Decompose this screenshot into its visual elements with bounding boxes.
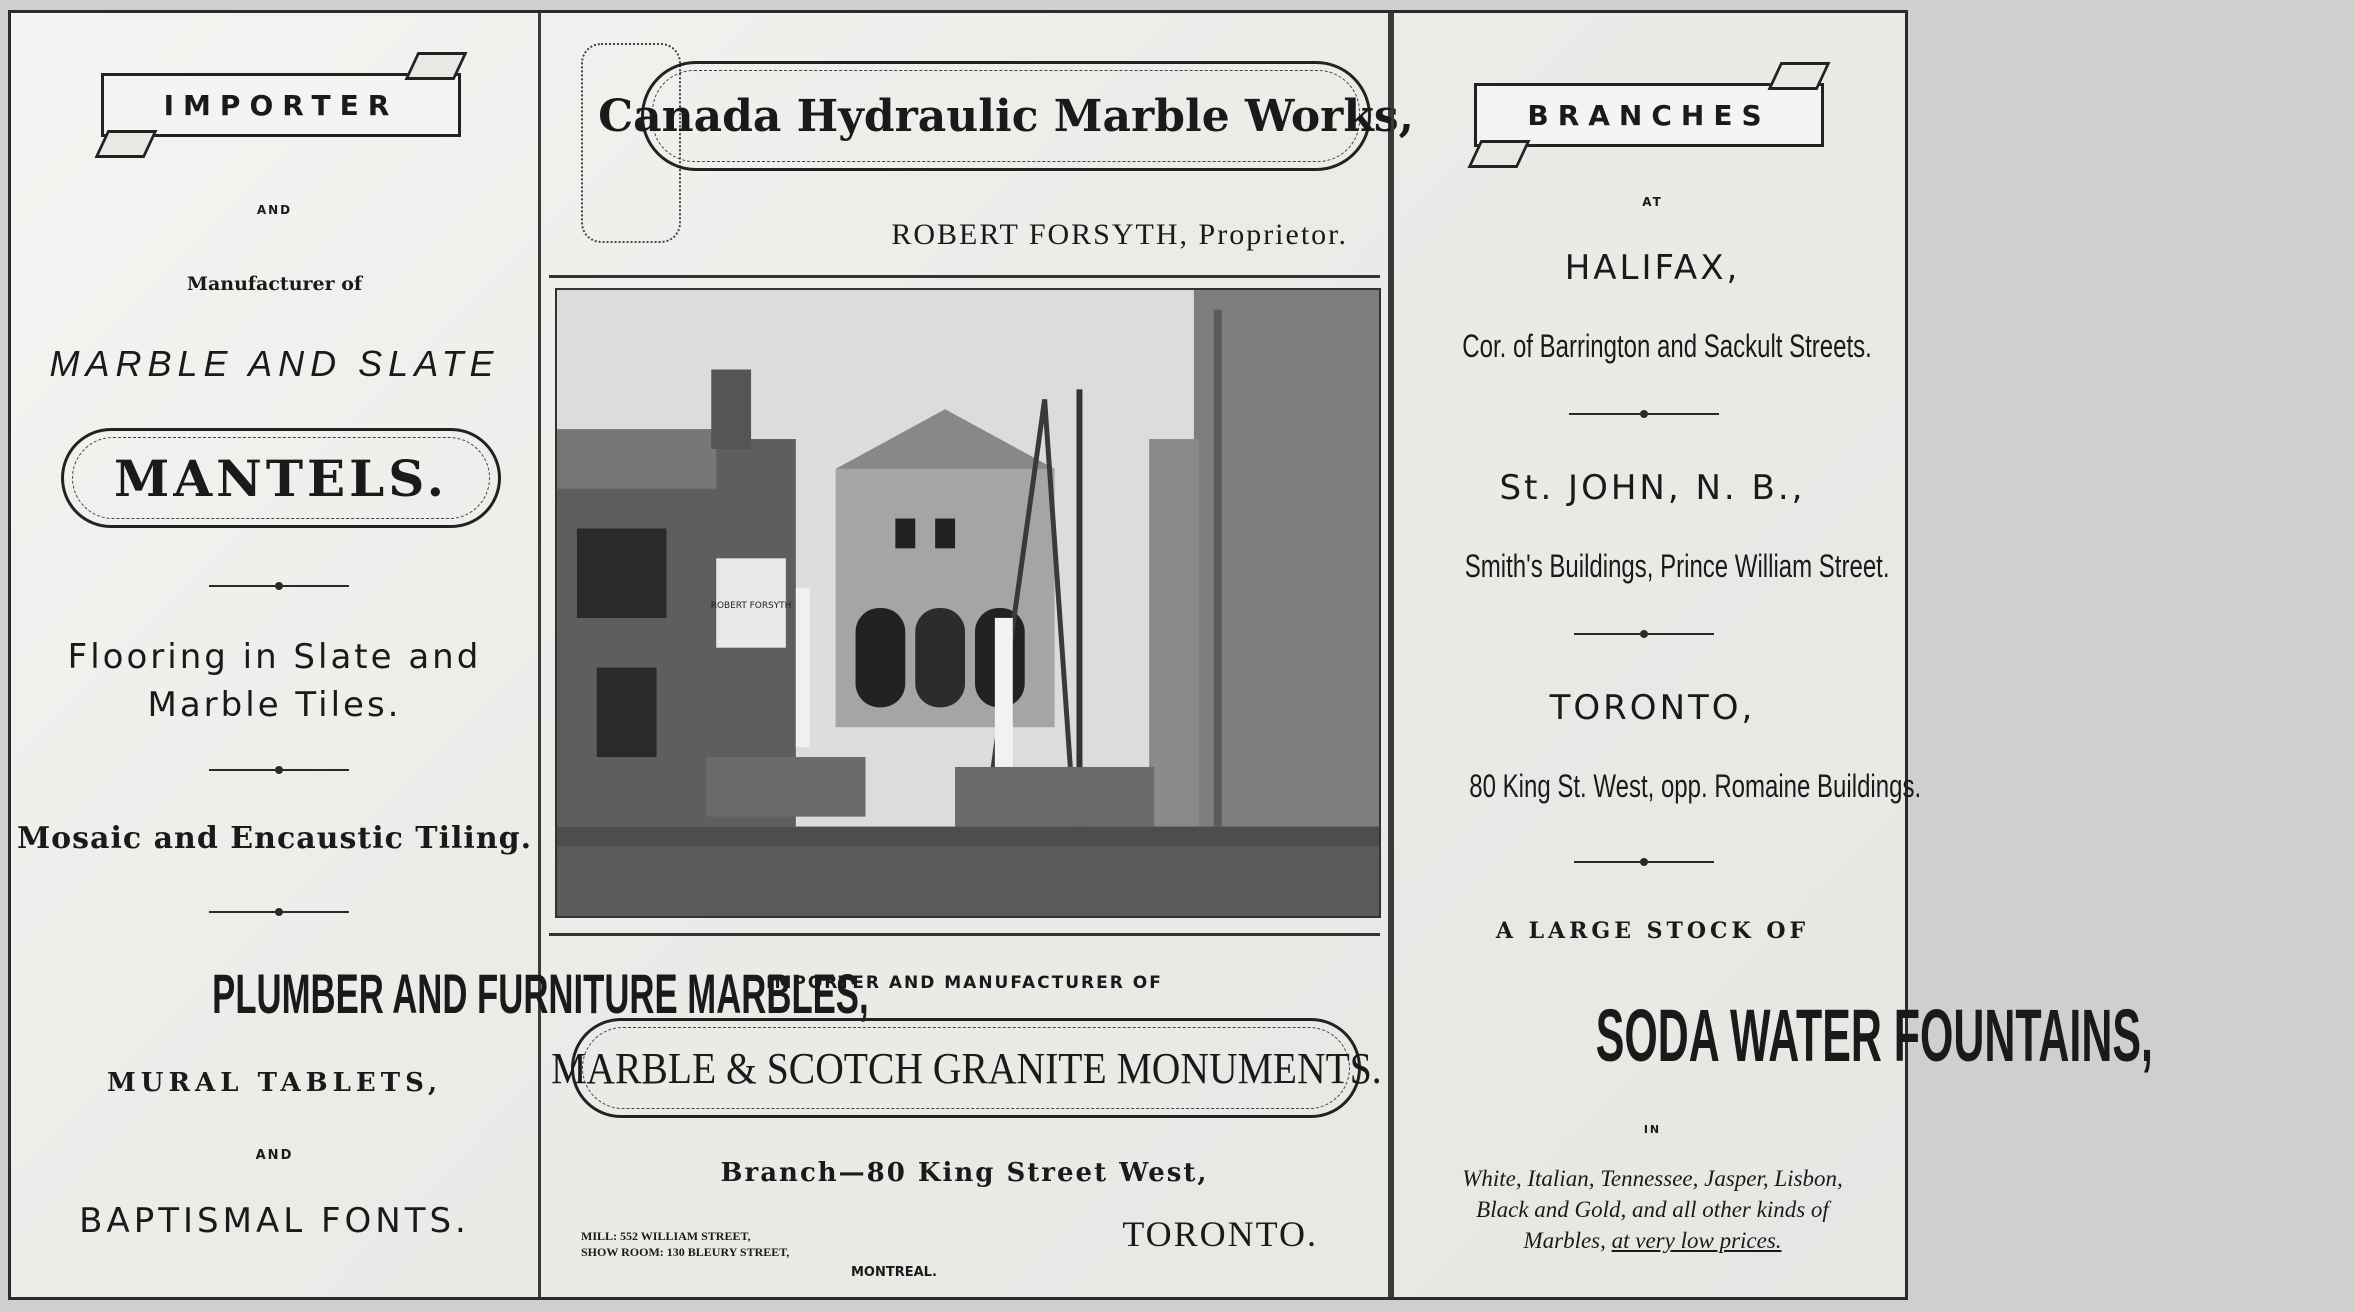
top-divider-line xyxy=(549,275,1380,278)
plumber-heading-wrap xyxy=(11,961,869,1031)
and-label: AND xyxy=(256,203,293,217)
branches-banner-text: BRANCHES xyxy=(1527,98,1771,132)
manufacturer-of-label: Manufacturer of xyxy=(186,273,363,295)
stjohn-address-wrap xyxy=(1394,548,1911,585)
halifax-heading: HALIFAX, xyxy=(1564,248,1741,288)
baptismal-heading: BAPTISMAL FONTS. xyxy=(79,1201,470,1241)
large-stock-heading: A LARGE STOCK OF xyxy=(1495,918,1810,944)
montreal-addresses xyxy=(581,1228,789,1260)
flooring-text xyxy=(11,633,538,729)
company-title: Canada Hydraulic Marble Works, xyxy=(598,90,1414,142)
in-label: IN xyxy=(1643,1123,1662,1136)
flooring-line-1: Flooring in Slate and xyxy=(67,637,482,677)
showroom-address: SHOW ROOM: 130 BLEURY STREET, xyxy=(581,1245,790,1259)
divider-rule xyxy=(209,585,349,587)
plumber-heading: PLUMBER AND FURNITURE MARBLES, xyxy=(212,962,869,1025)
soda-heading-wrap xyxy=(1394,993,2153,1077)
flooring-line-2: Marble Tiles. xyxy=(147,685,402,725)
marble-kinds-line-3 xyxy=(1394,1225,1911,1256)
marbles-word: Marbles, xyxy=(1523,1228,1606,1253)
mural-tablets-heading: MURAL TABLETS, xyxy=(107,1068,442,1098)
halifax-address: Cor. of Barrington and Sackult Streets. xyxy=(1462,328,1872,364)
monuments-box xyxy=(550,1018,1382,1118)
photo-sign-text: ROBERT FORSYTH xyxy=(710,600,792,611)
soda-heading: SODA WATER FOUNTAINS, xyxy=(1595,994,2153,1077)
advertisement-sheet xyxy=(8,10,2153,1300)
marble-kinds-line-1: White, Italian, Tennessee, Jasper, Lisbon, xyxy=(1462,1166,1843,1191)
importer-banner-text: IMPORTER xyxy=(163,88,399,122)
importer-banner xyxy=(101,73,461,137)
monuments-heading: MARBLE & SCOTCH GRANITE MONUMENTS. xyxy=(550,1043,1382,1093)
and-label: AND xyxy=(255,1148,294,1163)
company-title-box xyxy=(598,61,1414,171)
branches-banner xyxy=(1474,83,1824,147)
divider-rule xyxy=(1574,633,1714,635)
proprietor-text: ROBERT FORSYTH, Proprietor. xyxy=(891,218,1348,251)
stjohn-heading: St. JOHN, N. B., xyxy=(1499,468,1806,508)
toronto-address: 80 King St. West, opp. Romaine Buildings. xyxy=(1469,768,1922,804)
bottom-divider-line xyxy=(549,933,1380,936)
storefront-photo xyxy=(555,288,1381,918)
divider-rule xyxy=(209,911,349,913)
mantels-heading: MANTELS. xyxy=(113,448,449,508)
mantels-box xyxy=(61,428,501,528)
marble-kinds-text xyxy=(1394,1163,1911,1256)
mill-address: MILL: 552 WILLIAM STREET, xyxy=(581,1229,751,1243)
toronto-address-wrap xyxy=(1394,768,1922,805)
low-prices-text: at very low prices. xyxy=(1611,1228,1782,1253)
storefront-illustration xyxy=(557,290,1379,916)
divider-rule xyxy=(1569,413,1719,415)
marble-kinds-line-2: Black and Gold, and all other kinds of xyxy=(1476,1197,1829,1222)
halifax-address-wrap xyxy=(1394,328,1911,365)
divider-rule xyxy=(1574,861,1714,863)
middle-column xyxy=(541,13,1414,1297)
toronto-heading: TORONTO, xyxy=(1549,688,1756,728)
divider-rule xyxy=(209,769,349,771)
stjohn-address: Smith's Buildings, Prince William Street. xyxy=(1464,548,1890,584)
mosaic-heading: Mosaic and Encaustic Tiling. xyxy=(16,821,533,856)
montreal-label: MONTREAL. xyxy=(851,1265,937,1280)
branch-address: Branch—80 King Street West, xyxy=(720,1158,1209,1188)
at-label: AT xyxy=(1642,195,1663,209)
toronto-label: TORONTO. xyxy=(1122,1214,1318,1254)
right-column xyxy=(1391,13,2153,1297)
importer-manufacturer-line: IMPORTER AND MANUFACTURER OF xyxy=(766,973,1163,993)
marble-and-slate-heading: MARBLE AND SLATE xyxy=(49,343,500,384)
